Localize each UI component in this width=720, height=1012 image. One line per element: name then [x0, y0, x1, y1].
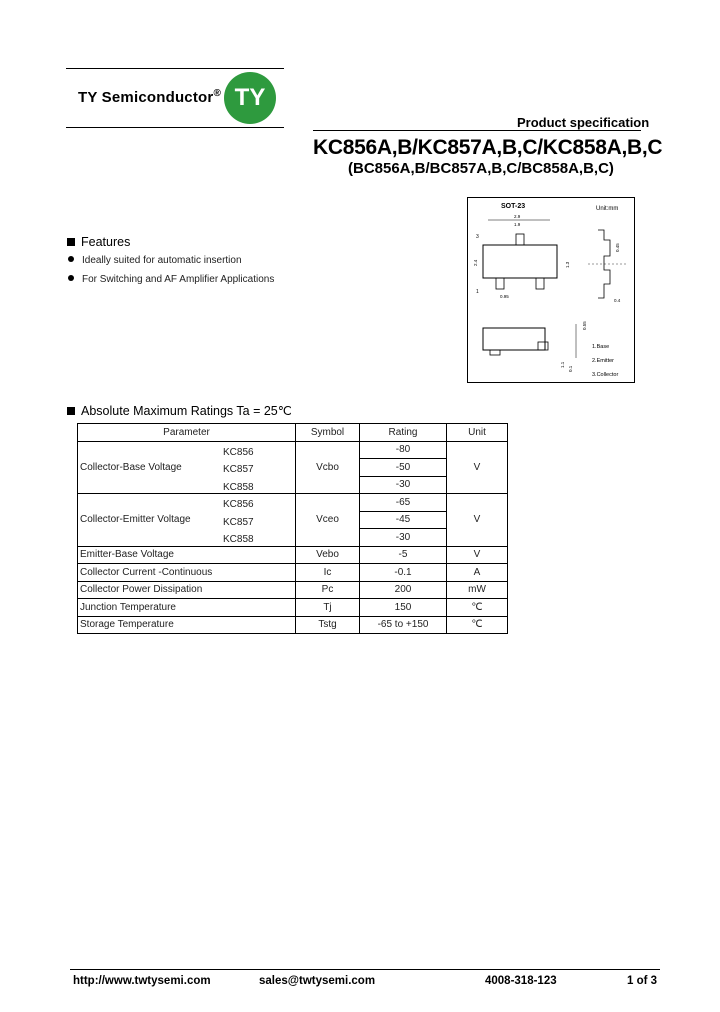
page-subtitle: (BC856A,B/BC857A,B,C/BC858A,B,C): [348, 160, 614, 177]
square-bullet-icon: [67, 407, 75, 415]
header-unit: Unit: [447, 424, 508, 442]
header-parameter: Parameter: [78, 424, 296, 442]
company-name-text: TY Semiconductor: [78, 89, 214, 106]
parameter-cell: Collector Current -Continuous: [78, 564, 296, 582]
cbv-parameter-cell: [78, 441, 296, 494]
dim-label: 1.3: [565, 261, 570, 268]
package-outline-drawing: [467, 197, 635, 383]
header-rule-bottom: [66, 127, 284, 128]
feature-text: Ideally suited for automatic insertion: [82, 255, 242, 266]
rating-cell: -0.1: [360, 564, 447, 582]
symbol-cell: Tstg: [296, 616, 360, 634]
dim-label: 1.9: [514, 222, 521, 227]
table-row: [78, 564, 508, 582]
rating-cell: -50: [360, 459, 447, 477]
pin-number: 1: [476, 289, 479, 295]
cbv-label: Collector-Base Voltage: [80, 461, 182, 473]
pin-1: [496, 278, 504, 289]
footer-page-number: 1 of 3: [627, 975, 658, 987]
rating-cell: 150: [360, 599, 447, 617]
unit-cell: A: [447, 564, 508, 582]
lead-2: [538, 342, 548, 350]
table-row: [78, 494, 508, 512]
unit-cell: V: [447, 546, 508, 564]
cev-symbol: Vceo: [296, 494, 360, 547]
unit-label: Unit:mm: [596, 206, 619, 212]
model-label: KC856: [223, 446, 254, 458]
model-label: KC858: [223, 534, 254, 545]
dim-label: 0.1: [568, 365, 573, 372]
pin-label: 2.Emitter: [592, 358, 615, 364]
cev-unit: V: [447, 494, 508, 547]
table-row: [78, 546, 508, 564]
symbol-cell: Ic: [296, 564, 360, 582]
unit-cell: ℃: [447, 599, 508, 617]
ratings-heading: [67, 403, 292, 418]
package-body-front: [483, 328, 545, 350]
footer-phone: 4008-318-123: [485, 975, 557, 987]
parameter-cell: Emitter-Base Voltage: [78, 546, 296, 564]
ratings-table: [77, 423, 508, 634]
cev-parameter-cell: [78, 494, 296, 547]
dim-label: 2.9: [514, 214, 521, 219]
dim-label: 0.55: [582, 321, 587, 330]
symbol-cell: Pc: [296, 581, 360, 599]
footer-website-link[interactable]: http://www.twtysemi.com: [73, 975, 211, 987]
cbv-unit: V: [447, 441, 508, 494]
rating-cell: -30: [360, 476, 447, 494]
doc-type-rule: [313, 130, 641, 131]
lead-1: [490, 350, 500, 355]
rating-cell: -65 to +150: [360, 616, 447, 634]
dim-label: 1.1: [560, 361, 565, 368]
unit-cell: ℃: [447, 616, 508, 634]
parameter-cell: Collector Power Dissipation: [78, 581, 296, 599]
pin-number: 3: [476, 234, 479, 240]
round-bullet-icon: [68, 275, 74, 281]
cev-label: Collector-Emitter Voltage: [80, 514, 191, 526]
unit-cell: mW: [447, 581, 508, 599]
square-bullet-icon: [67, 238, 75, 246]
table-row: [78, 599, 508, 617]
company-name: [78, 88, 221, 106]
table-row: [78, 616, 508, 634]
company-logo: [224, 72, 276, 124]
rating-cell: -30: [360, 529, 447, 547]
model-label: KC856: [223, 499, 254, 510]
round-bullet-icon: [68, 256, 74, 262]
header-rule-top: [66, 68, 284, 69]
logo-text: TY: [234, 84, 266, 111]
pin-3: [516, 234, 524, 245]
registered-mark: ®: [213, 88, 222, 99]
symbol-cell: Tj: [296, 599, 360, 617]
pin-label: 1.Base: [592, 344, 610, 350]
dim-label: 0.95: [500, 294, 509, 299]
dim-label: 0.45: [615, 243, 620, 252]
package-name: SOT-23: [501, 203, 526, 210]
doc-type: Product specification: [517, 115, 650, 130]
features-heading-text: Features: [81, 235, 131, 249]
table-header-row: [78, 424, 508, 442]
dim-label: 0.4: [614, 298, 621, 303]
dim-label: 2.4: [473, 259, 478, 266]
symbol-cell: Vebo: [296, 546, 360, 564]
rating-cell: -65: [360, 494, 447, 512]
model-label: KC857: [223, 464, 254, 475]
rating-cell: -80: [360, 441, 447, 459]
rating-cell: 200: [360, 581, 447, 599]
rating-cell: -5: [360, 546, 447, 564]
model-label: KC858: [223, 481, 254, 493]
table-row: [78, 441, 508, 459]
package-body-top: [483, 245, 557, 278]
feature-text: For Switching and AF Amplifier Applications: [82, 274, 275, 285]
footer-rule: [70, 969, 660, 970]
table-row: [78, 581, 508, 599]
page-title: KC856A,B/KC857A,B,C/KC858A,B,C: [313, 136, 663, 159]
cbv-symbol: Vcbo: [296, 441, 360, 494]
header-symbol: Symbol: [296, 424, 360, 442]
parameter-cell: Junction Temperature: [78, 599, 296, 617]
parameter-cell: Storage Temperature: [78, 616, 296, 634]
features-heading: [67, 235, 130, 249]
feature-item: [68, 274, 274, 285]
ratings-heading-text: Absolute Maximum Ratings Ta = 25℃: [81, 404, 292, 418]
pin-2: [536, 278, 544, 289]
model-label: KC857: [223, 516, 254, 528]
feature-item: [68, 255, 242, 266]
header-rating: Rating: [360, 424, 447, 442]
rating-cell: -45: [360, 511, 447, 529]
pin-label: 3.Collector: [592, 372, 619, 378]
footer-email-link[interactable]: sales@twtysemi.com: [259, 975, 376, 987]
